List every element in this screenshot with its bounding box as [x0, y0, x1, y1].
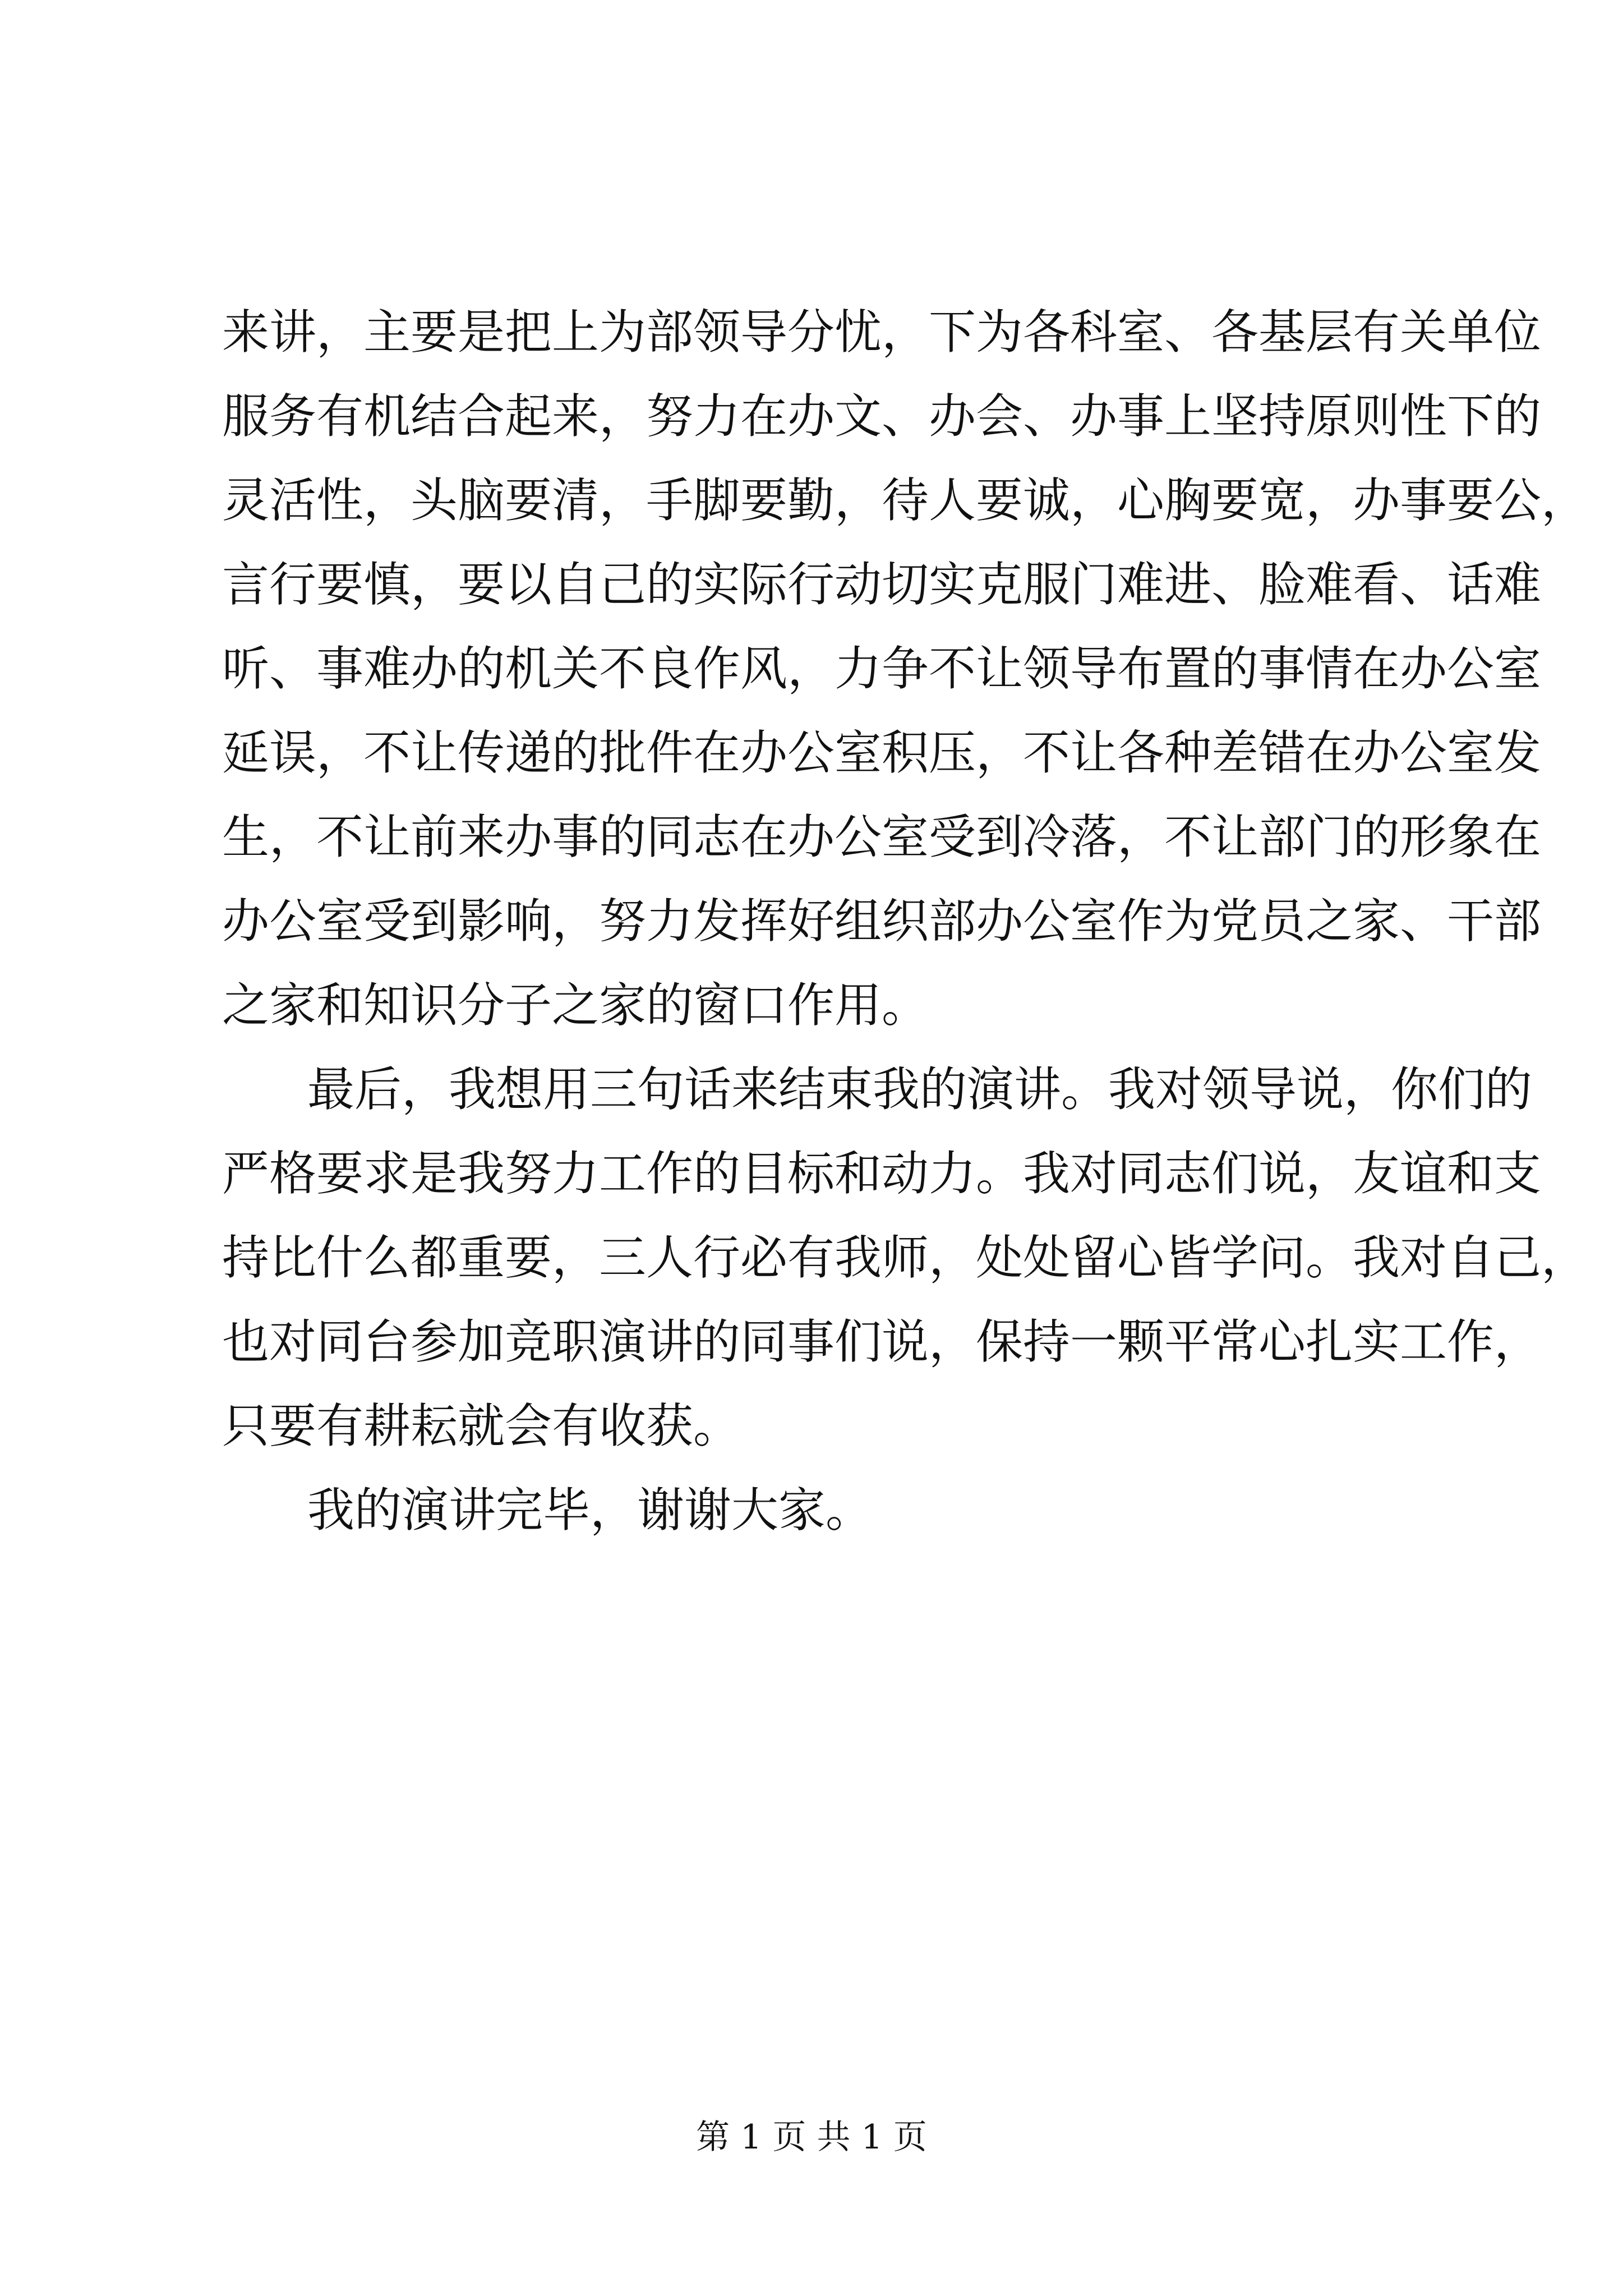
paragraph-2-line-2: 严格要求是我努力工作的目标和动力。我对同志们说，友谊和支	[222, 1146, 1542, 1201]
paragraph-1-line-7: 生，不让前来办事的同志在办公室受到冷落，不让部门的形象在	[222, 809, 1542, 864]
paragraph-2-line-4: 也对同台参加竞职演讲的同事们说，保持一颗平常心扎实工作，	[222, 1314, 1542, 1369]
paragraph-1-line-6: 延误，不让传递的批件在办公室积压，不让各种差错在办公室发	[222, 725, 1542, 780]
paragraph-1-line-2: 服务有机结合起来，努力在办文、办会、办事上坚持原则性下的	[222, 389, 1542, 444]
paragraph-1-line-8: 办公室受到影响，努力发挥好组织部办公室作为党员之家、干部	[222, 894, 1542, 949]
paragraph-2-line-1: 最后，我想用三句话来结束我的演讲。我对领导说，你们的	[307, 1062, 1533, 1117]
paragraph-2-line-5: 只要有耕耘就会有收获。	[222, 1398, 741, 1453]
paragraph-1-line-3: 灵活性，头脑要清，手脚要勤，待人要诚，心胸要宽，办事要公，	[222, 473, 1589, 528]
paragraph-1-line-9: 之家和知识分子之家的窗口作用。	[222, 978, 929, 1033]
paragraph-1-line-4: 言行要慎，要以自己的实际行动切实克服门难进、脸难看、话难	[222, 557, 1542, 612]
paragraph-3-line-1: 我的演讲完毕，谢谢大家。	[307, 1483, 873, 1538]
page-footer: 第 1 页 共 1 页	[696, 2118, 927, 2157]
paragraph-1-line-1: 来讲，主要是把上为部领导分忧，下为各科室、各基层有关单位	[222, 305, 1542, 360]
paragraph-1-line-5: 听、事难办的机关不良作风，力争不让领导布置的事情在办公室	[222, 641, 1542, 696]
paragraph-2-line-3: 持比什么都重要，三人行必有我师，处处留心皆学问。我对自己，	[222, 1230, 1589, 1285]
